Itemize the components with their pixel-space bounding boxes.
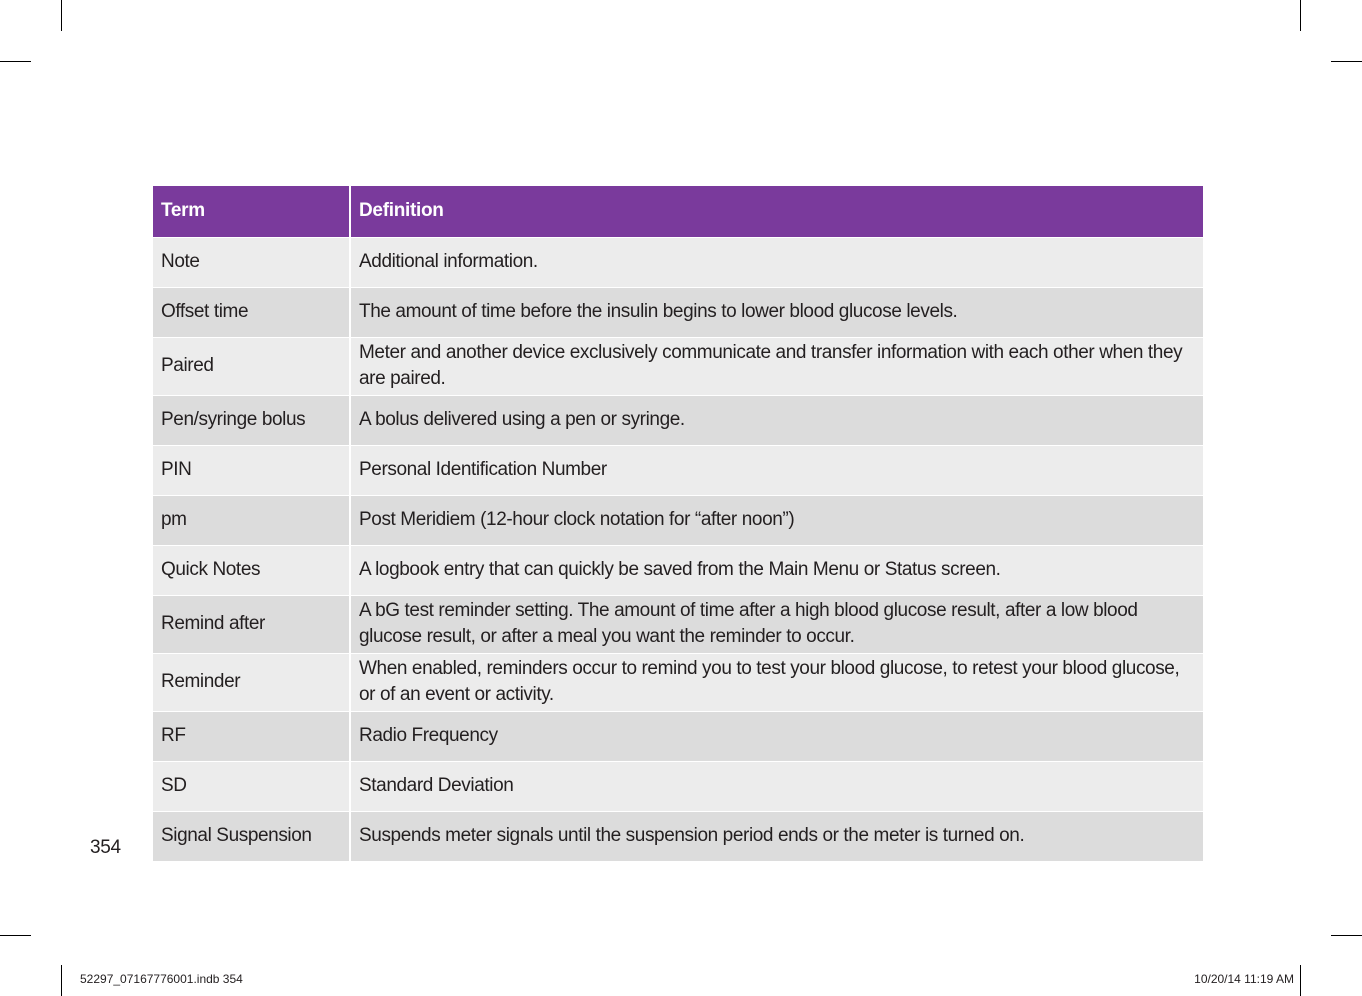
crop-mark — [61, 965, 62, 996]
page-number: 354 — [90, 837, 121, 858]
definition-cell: Additional information. — [350, 237, 1203, 287]
term-column-header: Term — [153, 186, 350, 237]
term-cell: Signal Suspension — [153, 811, 350, 861]
definition-column-header: Definition — [350, 186, 1203, 237]
definition-cell: Suspends meter signals until the suspension period ends or the meter is turned on. — [350, 811, 1203, 861]
definition-cell: Meter and another device exclusively communicate and transfer information with each other when they are paired. — [350, 337, 1203, 395]
table-header-row — [153, 186, 1203, 237]
term-cell: Pen/syringe bolus — [153, 395, 350, 445]
crop-mark — [1300, 0, 1301, 31]
table-row — [153, 811, 1203, 861]
table-row — [153, 711, 1203, 761]
term-cell: Note — [153, 237, 350, 287]
definition-cell: A logbook entry that can quickly be saved from the Main Menu or Status screen. — [350, 545, 1203, 595]
definition-cell: A bG test reminder setting. The amount of time after a high blood glucose result, after a low blood glucose result, or after a meal you want the reminder to occur. — [350, 595, 1203, 653]
term-cell: PIN — [153, 445, 350, 495]
table-row — [153, 237, 1203, 287]
crop-mark — [1331, 61, 1362, 62]
table-row — [153, 545, 1203, 595]
table-row — [153, 337, 1203, 395]
definition-cell: The amount of time before the insulin begins to lower blood glucose levels. — [350, 287, 1203, 337]
table-row — [153, 761, 1203, 811]
table-row — [153, 595, 1203, 653]
table-row — [153, 495, 1203, 545]
crop-mark — [61, 0, 62, 31]
print-slug-filename: 52297_07167776001.indb 354 — [80, 972, 243, 986]
table-row — [153, 653, 1203, 711]
crop-mark — [1331, 935, 1362, 936]
definition-cell: When enabled, reminders occur to remind you to test your blood glucose, to retest your blood glucose, or of an event or activity. — [350, 653, 1203, 711]
definition-cell: Personal Identification Number — [350, 445, 1203, 495]
term-cell: Paired — [153, 337, 350, 395]
print-slug-timestamp: 10/20/14 11:19 AM — [1194, 972, 1294, 986]
definition-cell: A bolus delivered using a pen or syringe. — [350, 395, 1203, 445]
crop-mark — [0, 61, 31, 62]
definition-cell: Radio Frequency — [350, 711, 1203, 761]
table-row — [153, 445, 1203, 495]
term-cell: RF — [153, 711, 350, 761]
term-cell: SD — [153, 761, 350, 811]
table-row — [153, 395, 1203, 445]
definition-cell: Standard Deviation — [350, 761, 1203, 811]
term-cell: Offset time — [153, 287, 350, 337]
definition-cell: Post Meridiem (12-hour clock notation for “after noon”) — [350, 495, 1203, 545]
crop-mark — [0, 935, 31, 936]
term-cell: Reminder — [153, 653, 350, 711]
term-cell: Quick Notes — [153, 545, 350, 595]
table-row — [153, 287, 1203, 337]
term-cell: Remind after — [153, 595, 350, 653]
glossary-table — [153, 186, 1203, 861]
crop-mark — [1300, 965, 1301, 996]
term-cell: pm — [153, 495, 350, 545]
